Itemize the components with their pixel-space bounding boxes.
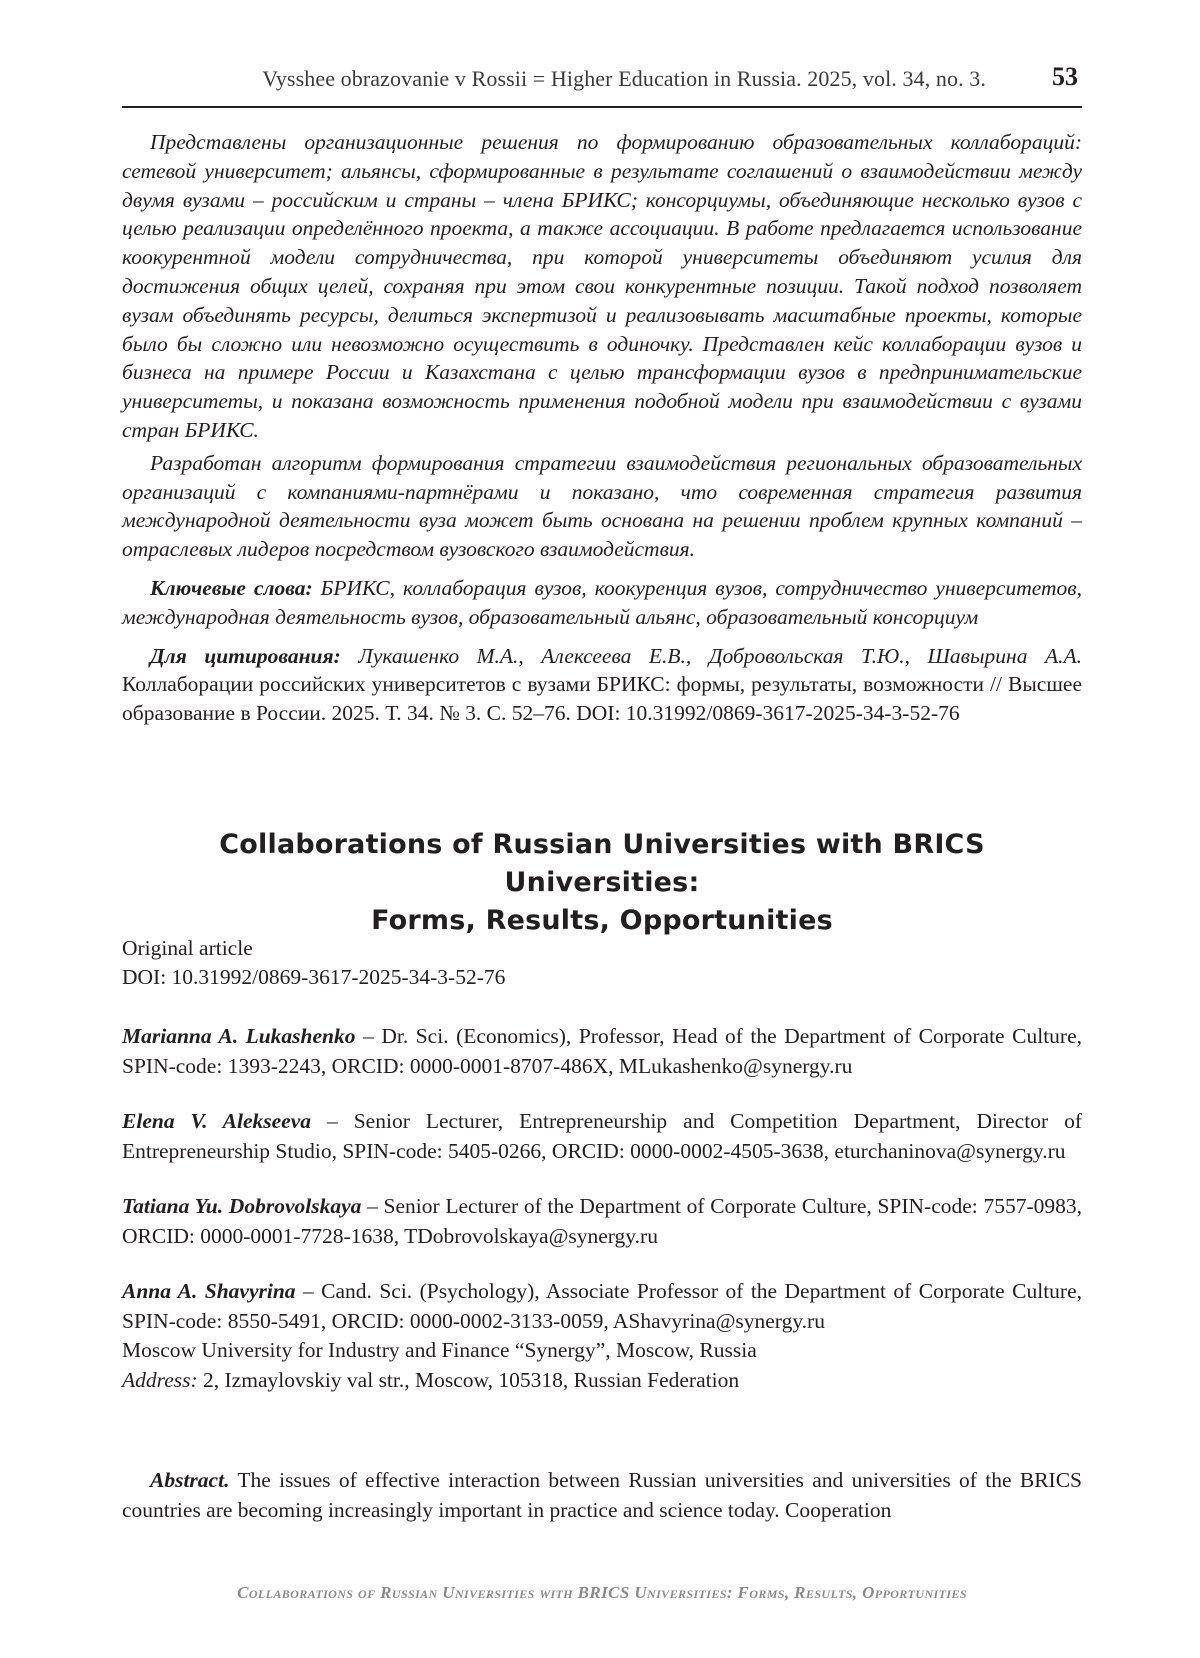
author-entry [122, 1022, 1082, 1081]
article-doi: DOI: 10.31992/0869-3617-2025-34-3-52-76 [122, 965, 506, 989]
address-value: 2, Izmaylovskiy val str., Moscow, 105318, Russian Federation [197, 1367, 740, 1392]
citation-ru-label: Для цитирования: [150, 643, 341, 668]
article-title-line-1: Collaborations of Russian Universities with BRICS Universities: [219, 829, 985, 898]
author-details: – Dr. Sci. (Economics), Professor, Head of the Department of Corporate Culture, SPIN-code: 1393-2243, ORCID: 0000-0001-8707-486X, MLukashenko@synergy.ru [122, 1024, 1082, 1078]
citation-ru [122, 642, 1082, 728]
abstract-ru-paragraph-2: Разработан алгоритм формирования стратегии взаимодействия региональных образовательных организаций с компаниями-партнёрами и показано, что современная стратегия развития международной деятельности вуза может быть основана на решении проблем крупных компаний – отраслевых лидеров посредством вузовского взаимодействия. [122, 450, 1082, 562]
article-type: Original article [122, 936, 253, 960]
article-title-line-2: Forms, Results, Opportunities [371, 905, 833, 936]
keywords-ru [122, 574, 1082, 632]
author-name: Marianna A. Lukashenko [122, 1024, 356, 1048]
article-title-en [122, 826, 1082, 940]
article-meta [122, 934, 1082, 992]
page-number: 53 [1052, 62, 1078, 91]
journal-citation-header: Vysshee obrazovanie v Rossii = Higher Education in Russia. 2025, vol. 34, no. 3. [262, 66, 986, 91]
author-name: Elena V. Alekseeva [122, 1109, 312, 1133]
author-entry [122, 1107, 1082, 1166]
abstract-en-label: Abstract. [150, 1468, 230, 1492]
citation-ru-reference: Коллаборации российских университетов с вузами БРИКС: формы, результаты, возможности // Высшее образование в России. 2025. Т. 34. № 3. С. 52–76. DOI: 10.31992/0869-3617-2025-34-3-52-76 [122, 672, 1082, 726]
address-label: Address: [122, 1367, 198, 1392]
keywords-ru-list: БРИКС, коллаборация вузов, коокуренция вузов, сотрудничество университетов, международная деятельность вузов, образовательный альянс, образовательный консорциум [122, 575, 1082, 629]
citation-ru-authors: Лукашенко М.А., Алексеева Е.В., Добровольская Т.Ю., Шавырина А.А. [340, 643, 1082, 668]
keywords-ru-label: Ключевые слова: [150, 575, 313, 600]
affiliation-address [122, 1366, 1082, 1396]
running-header [122, 62, 1082, 108]
author-name: Anna A. Shavyrina [122, 1279, 296, 1303]
abstract-russian [122, 128, 1082, 728]
author-details: – Senior Lecturer of the Department of Corporate Culture, SPIN-code: 7557-0983, ORCID: 0000-0001-7728-1638, TDobrovolskaya@synergy.ru [122, 1194, 1082, 1248]
running-footer-title: Collaborations of Russian Universities with BRICS Universities: Forms, Results, Opportunities [237, 1583, 967, 1602]
author-list [122, 1022, 1082, 1395]
author-entry [122, 1277, 1082, 1336]
author-details: – Cand. Sci. (Psychology), Associate Professor of the Department of Corporate Culture, SPIN-code: 8550-5491, ORCID: 0000-0002-3133-0059, AShavyrina@synergy.ru [122, 1279, 1082, 1333]
abstract-ru-paragraph-1: Представлены организационные решения по формированию образовательных коллабораций: сетевой университет; альянсы, сформированные в результате соглашений о взаимодействии между двумя вузами – российским и страны – члена БРИКС; консорциумы, объединяющие несколько вузов с целью реализации определённого проекта, а также ассоциации. В работе предлагается использование коокурентной модели сотрудничества, при которой университеты объединяют усилия для достижения общих целей, сохраняя при этом свои конкурентные позиции. Такой подход позволяет вузам объединять ресурсы, делиться экспертизой и реализовывать масштабные проекты, которые было бы сложно или невозможно осуществить в одиночку. Представлен кейс коллаборации вузов и бизнеса на примере России и Казахстана с целью трансформации вузов в предпринимательские университеты, и показана возможность применения подобной модели при взаимодействии с вузами стран БРИКС. [122, 130, 1082, 442]
author-entry [122, 1192, 1082, 1251]
author-name: Tatiana Yu. Dobrovolskaya [122, 1194, 362, 1218]
author-details: – Senior Lecturer, Entrepreneurship and Competition Department, Director of Entrepreneurship Studio, SPIN-code: 5405-0266, ORCID: 0000-0002-4505-3638, eturchaninova@synergy.ru [122, 1109, 1082, 1163]
affiliation-institution: Moscow University for Industry and Finance “Synergy”, Moscow, Russia [122, 1338, 757, 1362]
abstract-en-text: The issues of effective interaction between Russian universities and universities of the BRICS countries are becoming increasingly important in practice and science today. Cooperation [122, 1468, 1082, 1522]
abstract-english [122, 1466, 1082, 1525]
